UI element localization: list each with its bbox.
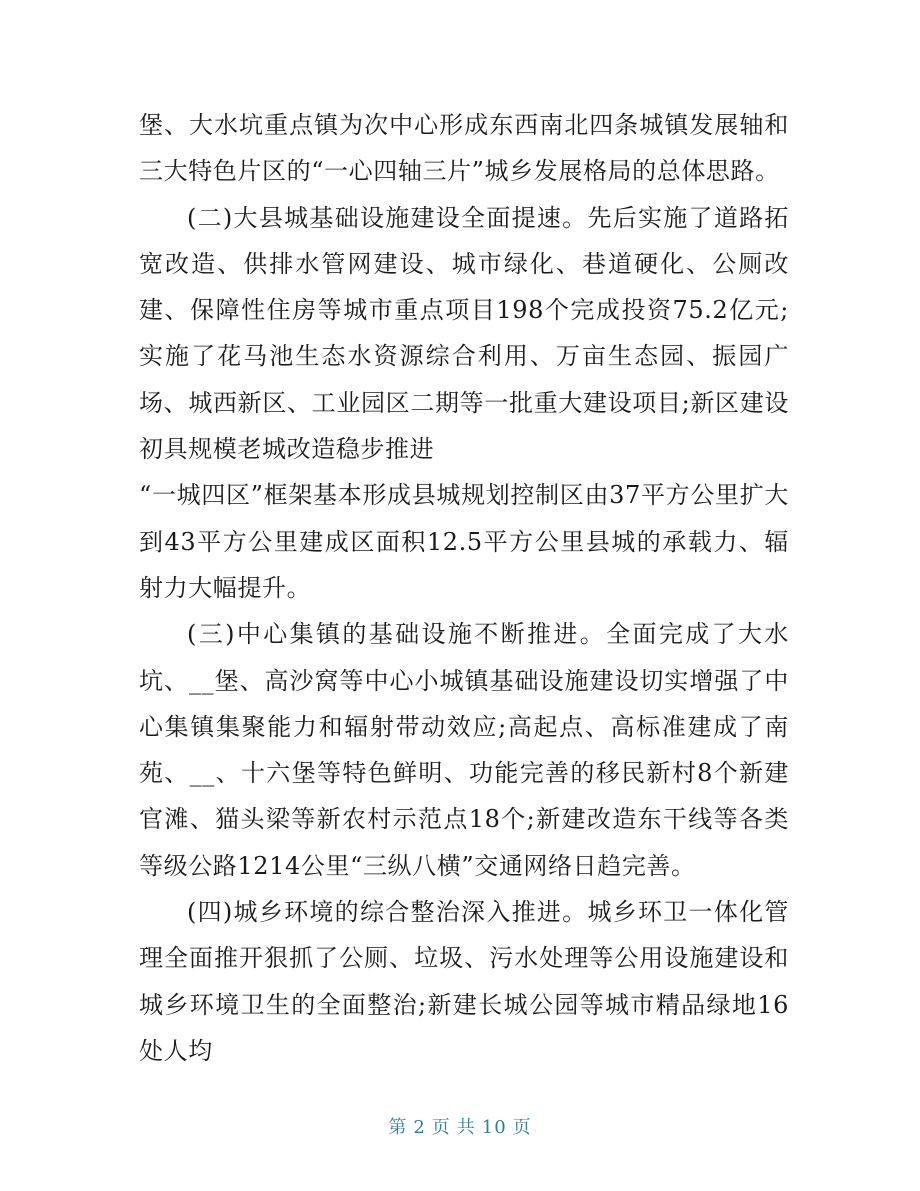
paragraph-continuation: 堡、大水坑重点镇为次中心形成东西南北四条城镇发展轴和三大特色片区的“一心四轴三片”城乡发展格局的总体思路。 bbox=[139, 111, 789, 186]
footer-suffix: 页 bbox=[512, 1117, 532, 1138]
paragraph-section-2-continuation: “一城四区”框架基本形成县城规划控制区由37平方公里扩大到43平方公里建成区面积12.5平方公里县城的承载力、辐射力大幅提升。 bbox=[139, 481, 789, 602]
footer-page-word: 页 bbox=[431, 1117, 451, 1138]
footer-total-pages: 10 bbox=[481, 1117, 507, 1138]
page-footer bbox=[0, 1113, 920, 1139]
footer-prefix: 第 bbox=[388, 1117, 408, 1138]
paragraph-section-2: (二)大县城基础设施建设全面提速。先后实施了道路拓宽改造、供排水管网建设、城市绿化、巷道硬化、公厕改建、保障性住房等城市重点项目198个完成投资75.2亿元;实施了花马池生态水资源综合利用、万亩生态园、振园广场、城西新区、工业园区二期等一批重大建设项目;新区建设初具规模老城改造稳步推进 bbox=[139, 203, 789, 464]
paragraph-section-4: (四)城乡环境的综合整治深入推进。城乡环卫一体化管理全面推开狠抓了公厕、垃圾、污水处理等公用设施建设和城乡环境卫生的全面整治;新建长城公园等城市精品绿地16处人均 bbox=[139, 898, 789, 1065]
footer-current-page: 2 bbox=[413, 1117, 426, 1138]
document-body bbox=[139, 102, 789, 1074]
footer-total-word: 共 bbox=[456, 1117, 476, 1138]
paragraph-section-3: (三)中心集镇的基础设施不断推进。全面完成了大水坑、__堡、高沙窝等中心小城镇基础设施建设切实增强了中心集镇集聚能力和辐射带动效应;高起点、高标准建成了南苑、__、十六堡等特色鲜明、功能完善的移民新村8个新建官滩、猫头梁等新农村示范点18个;新建改造东干线等各类等级公路1214公里“三纵八横”交通网络日趋完善。 bbox=[139, 620, 789, 880]
